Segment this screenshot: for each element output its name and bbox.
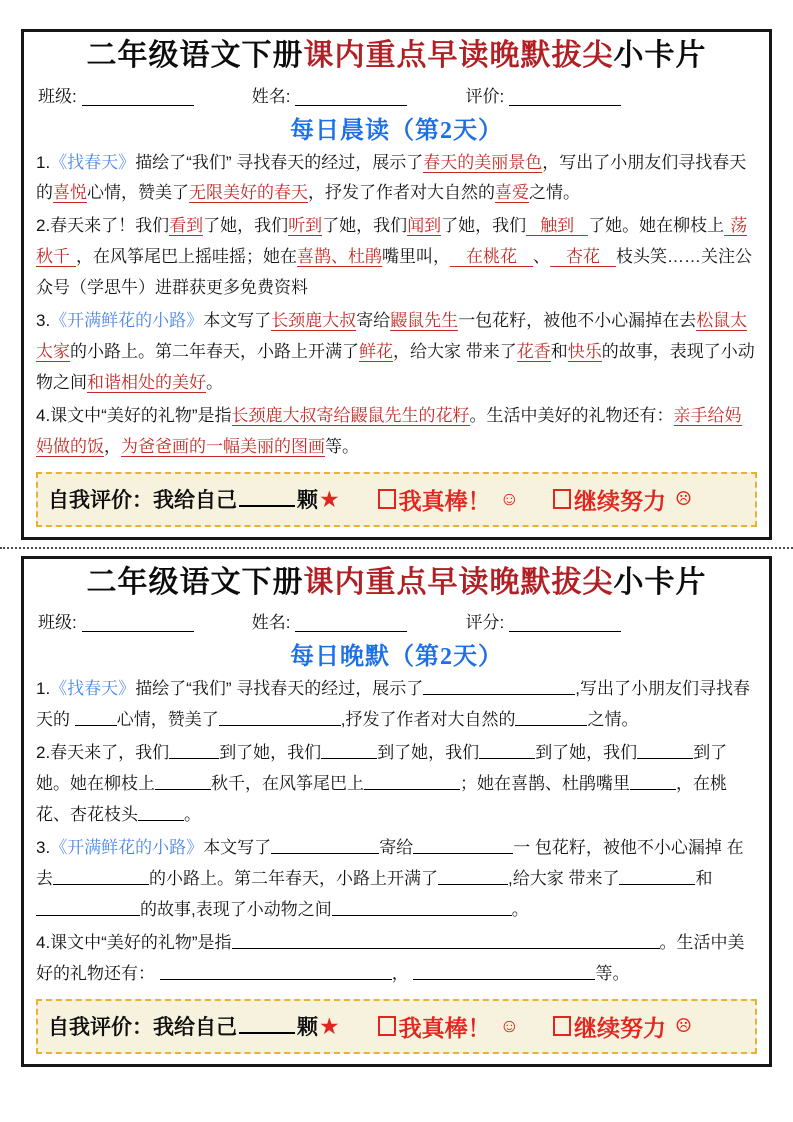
answer-segment: 喜鹊、杜鹃: [297, 247, 382, 267]
text-segment: ，在风筝尾巴上摇哇摇；她在: [76, 247, 297, 267]
text-segment: 1.: [36, 152, 51, 172]
score-label: 评分:: [465, 613, 505, 633]
star-icon: ★: [319, 485, 340, 512]
option-great-label: 我真棒！: [398, 488, 491, 514]
section-title-evening-dictation: 每日晚默（第2天）: [290, 644, 503, 671]
answer-segment: 看到: [169, 216, 204, 236]
checkbox-icon: [553, 1016, 571, 1036]
text-segment: 了她，我们: [322, 216, 408, 236]
checkbox-icon: [378, 1016, 396, 1036]
answer-segment: 在桃花: [450, 247, 533, 267]
smiley-face-icon: ☺: [499, 488, 520, 510]
answer-segment: 快乐: [567, 342, 602, 362]
text-segment: 了她。她在柳枝上: [588, 216, 725, 236]
name-label: 姓名:: [251, 613, 291, 633]
text-segment: ,给大家 带来了: [508, 869, 620, 888]
star-icon: ★: [319, 1012, 340, 1039]
text-segment: 的小路上。第二年春天，小路上开满了: [70, 342, 359, 362]
text-segment: 之情。: [587, 710, 639, 730]
answer-segment: 荡秋千: [36, 216, 748, 267]
blank-line: [36, 899, 140, 916]
answer-segment: 听到: [288, 216, 323, 236]
blank-line: [75, 709, 117, 726]
paragraph: [36, 928, 757, 990]
card-body: [36, 674, 757, 989]
text-segment: 描绘了“我们” 寻找春天的经过，展示了: [135, 679, 424, 699]
class-blank-line: [82, 89, 194, 106]
answer-segment: 喜悦: [53, 183, 87, 203]
option-keep-trying-label: 继续努力: [574, 488, 667, 514]
text-segment: 寄给: [379, 838, 414, 858]
blank-line: [232, 932, 660, 949]
blank-line: [219, 709, 341, 726]
blank-line: [364, 773, 460, 790]
card-title: [36, 36, 757, 77]
class-field: [38, 82, 194, 107]
text-segment: 2.春天来了！我们: [36, 216, 170, 236]
self-evaluation-box: [36, 472, 757, 527]
paragraph: [36, 211, 757, 304]
smiley-face-icon: ☺: [499, 1015, 520, 1037]
text-segment: 2.春天来了，我们: [36, 743, 170, 763]
blank-line: [479, 742, 535, 759]
stars-count-blank-line: [239, 1018, 295, 1034]
class-field: [38, 608, 194, 633]
blank-line: [160, 963, 392, 980]
answer-segment: 长颈鹿大叔: [271, 311, 357, 331]
morning-reading-card: [21, 29, 772, 540]
eval-prefix: 自我评价：我给自己: [48, 1015, 237, 1040]
book-title: 《找春天》: [50, 152, 136, 172]
answer-segment: 喜爱: [495, 183, 529, 203]
text-segment: 的故事,表现了小动物之间: [140, 899, 332, 919]
score-blank-line: [509, 615, 621, 632]
blank-line: [271, 837, 379, 854]
answer-segment: 长颈鹿大叔寄给鼹鼠先生的花籽: [231, 406, 470, 425]
paragraph: [36, 833, 757, 926]
text-segment: 枝头笑……关注公众号（学思牛）进群获更多免费资料: [36, 247, 752, 298]
text-segment: 描绘了“我们” 寻找春天的经过，展示了: [135, 152, 424, 172]
name-blank-line: [295, 615, 407, 632]
title-black-right: 小卡片: [613, 565, 707, 599]
answer-segment: 松鼠太太家: [36, 311, 748, 362]
text-segment: 寄给: [356, 311, 391, 331]
answer-segment: 无限美好的春天: [189, 183, 308, 203]
text-segment: 。生活中美好的礼物还有：: [469, 406, 674, 425]
stars-count-blank-line: [239, 491, 295, 507]
text-segment: 一包花籽，被他不小心漏掉在去: [458, 311, 697, 331]
answer-segment: 为爸爸画的一幅美丽的图画: [121, 436, 325, 456]
answer-segment: 杏花: [550, 247, 616, 267]
blank-line: [413, 837, 513, 854]
answer-segment: 亲手给妈妈做的饭: [36, 406, 742, 456]
text-segment: ，给大家 带来了: [393, 342, 517, 362]
text-segment: 到了她。她在柳枝上: [36, 743, 728, 794]
text-segment: ,写出了小朋友们寻找春天的: [36, 679, 750, 730]
text-segment: ,抒发了作者对大自然的: [340, 710, 516, 730]
text-segment: 到了她，我们: [219, 743, 322, 763]
blank-line: [413, 963, 595, 980]
text-segment: 一 包花籽，被他不小心漏掉 在去: [36, 838, 744, 888]
option-great: [378, 483, 519, 516]
text-segment: 。生活中美好的礼物还有：: [36, 932, 745, 983]
name-label: 姓名:: [251, 86, 291, 106]
text-segment: 的故事，表现了小动物之间: [36, 342, 755, 393]
option-keep-trying-label: 继续努力: [574, 1015, 667, 1041]
title-black-left: 二年级语文下册: [86, 39, 304, 72]
title-red-segment: 课内重点早读晚默拔尖: [303, 565, 614, 599]
text-segment: 3.: [36, 311, 51, 331]
class-blank-line: [82, 615, 194, 632]
text-segment: 了她，我们: [203, 216, 289, 236]
rating-blank-line: [509, 89, 621, 106]
option-keep-trying: [553, 483, 692, 516]
text-segment: 之情。: [529, 183, 580, 203]
answer-segment: 春天的美丽景色: [423, 152, 543, 172]
rating-field: [465, 82, 621, 107]
title-red-segment: 课内重点早读晚默拔尖: [303, 39, 614, 72]
cut-line-separator: [0, 547, 793, 549]
text-segment: 、: [533, 247, 550, 267]
text-segment: ，: [104, 436, 121, 456]
text-segment: ，: [391, 963, 414, 983]
blank-line: [321, 742, 377, 759]
text-segment: ，写出了小朋友们寻找春天的: [36, 152, 747, 203]
section-title-morning-reading: 每日晨读（第2天）: [290, 117, 503, 144]
name-field: [252, 82, 408, 107]
text-segment: 和: [550, 342, 568, 362]
blank-line: [630, 773, 676, 790]
text-segment: 嘴里叫，: [382, 247, 450, 267]
meta-row: [38, 82, 755, 107]
card-body: [36, 148, 757, 463]
answer-segment: 鼹鼠先生: [390, 311, 459, 331]
title-black-left: 二年级语文下册: [86, 565, 304, 599]
blank-line: [138, 804, 184, 821]
blank-line: [155, 773, 211, 790]
frown-face-icon: ☹: [675, 1015, 693, 1037]
blank-line: [169, 742, 219, 759]
name-blank-line: [295, 89, 407, 106]
text-segment: 秋千，在风筝尾巴上: [211, 774, 364, 794]
text-segment: 心情，赞美了: [116, 710, 219, 730]
card-title: [36, 563, 757, 604]
text-segment: 3.: [36, 838, 51, 858]
text-segment: 等。: [595, 963, 630, 983]
text-segment: 到了她，我们: [535, 743, 638, 763]
self-evaluation-box: [36, 999, 757, 1054]
text-segment: 。: [184, 805, 201, 825]
blank-line: [332, 899, 512, 916]
eval-unit: 颗: [297, 488, 318, 513]
book-title: 《开满鲜花的小路》: [50, 838, 204, 858]
checkbox-icon: [553, 489, 571, 509]
text-segment: ，抒发了作者对大自然的: [308, 183, 495, 203]
text-segment: 和: [695, 869, 713, 888]
blank-line: [619, 868, 695, 885]
eval-unit: 颗: [297, 1015, 318, 1040]
text-segment: 等。: [325, 436, 359, 456]
class-label: 班级:: [38, 613, 77, 633]
paragraph: [36, 148, 757, 210]
paragraph: [36, 674, 757, 736]
answer-segment: 鲜花: [359, 342, 393, 362]
blank-line: [438, 868, 508, 885]
text-segment: ；她在喜鹊、杜鹃嘴里: [460, 774, 630, 794]
answer-segment: 触到: [526, 216, 588, 236]
text-segment: 4.课文中“美好的礼物”是指: [36, 932, 232, 952]
text-segment: 本文写了: [203, 311, 272, 331]
text-segment: 。: [206, 373, 223, 393]
paragraph: [36, 306, 757, 399]
blank-line: [53, 868, 149, 885]
option-great: [378, 1010, 519, 1043]
answer-segment: 花香: [516, 342, 551, 362]
blank-line: [637, 742, 693, 759]
blank-line: [423, 678, 575, 695]
evening-dictation-card: [21, 556, 772, 1067]
text-segment: 了她，我们: [441, 216, 527, 236]
book-title: 《开满鲜花的小路》: [50, 311, 204, 331]
score-field: [465, 608, 621, 633]
answer-segment: 闻到: [407, 216, 442, 236]
paragraph: [36, 401, 757, 463]
text-segment: 的小路上。第二年春天，小路上开满了: [149, 869, 438, 888]
eval-prefix: 自我评价：我给自己: [48, 488, 237, 513]
blank-line: [515, 709, 587, 726]
option-great-label: 我真棒！: [398, 1015, 491, 1041]
name-field: [252, 608, 408, 633]
text-segment: 到了她，我们: [377, 743, 480, 763]
answer-segment: 和谐相处的美好: [87, 373, 206, 393]
rating-label: 评价:: [465, 86, 505, 106]
text-segment: 。: [511, 899, 529, 919]
text-segment: 1.: [36, 679, 51, 699]
text-segment: 本文写了: [203, 838, 272, 858]
paragraph: [36, 738, 757, 831]
class-label: 班级:: [38, 86, 77, 106]
frown-face-icon: ☹: [675, 488, 693, 510]
text-segment: 4.课文中“美好的礼物”是指: [36, 406, 232, 425]
text-segment: 心情，赞美了: [87, 183, 189, 203]
book-title: 《找春天》: [50, 679, 136, 699]
checkbox-icon: [378, 489, 396, 509]
text-segment: ，在桃花、杏花枝头: [36, 774, 727, 825]
meta-row: [38, 608, 755, 633]
option-keep-trying: [553, 1010, 692, 1043]
title-black-right: 小卡片: [613, 39, 707, 72]
